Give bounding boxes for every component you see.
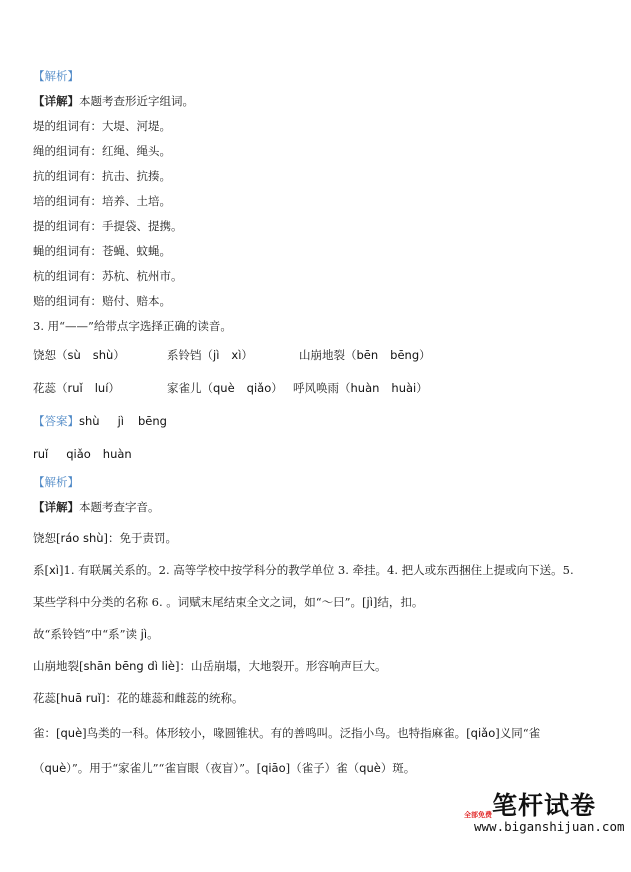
- text: ]义同“雀: [495, 726, 541, 740]
- pinyin-choice: [293, 380, 428, 396]
- close-paren: ）: [108, 381, 120, 395]
- choice-word: 山崩地裂（: [299, 348, 357, 362]
- answer-pinyin: shù: [79, 414, 100, 428]
- text: 系[: [33, 563, 49, 577]
- choice-word: 花蕊（: [33, 381, 68, 395]
- detail-tag: 【详解】: [33, 94, 79, 108]
- answer-pinyin: bēng: [137, 414, 167, 428]
- pinyin: huā ruǐ: [60, 691, 101, 705]
- text: ]：免于责罚。: [103, 531, 178, 545]
- logo-badge: 全部免费: [464, 811, 492, 819]
- word-group-item: 提的组词有：手提袋、提携。: [33, 219, 183, 233]
- analysis-tag: 【解析】: [33, 475, 79, 489]
- text: 雀：[: [33, 726, 61, 740]
- close-paren: ）: [271, 381, 283, 395]
- pinyin: shān bēng dì liè: [83, 659, 176, 673]
- pinyin-choice: [33, 347, 125, 363]
- explanation-huarui: [33, 690, 244, 706]
- text: ]1. 有联属关系的。2. 高等学校中按学科分的教学单位 3. 牵挂。4. 把人或东西捆住上提或向下送。5.: [59, 563, 574, 577]
- answer-line-1: [33, 413, 167, 429]
- choice-word: 系铃铛（: [167, 348, 213, 362]
- detail-line: [33, 499, 160, 515]
- pinyin-choice: [167, 380, 283, 396]
- pinyin: qiǎo: [470, 726, 496, 740]
- close-paren: ）: [416, 381, 428, 395]
- pinyin: jì: [140, 627, 148, 641]
- text: ）”。用于“家雀儿”“雀盲眼（夜盲）”。[: [66, 761, 262, 775]
- detail-text: 本题考查形近字组词。: [79, 94, 194, 108]
- pinyin: jì: [366, 595, 373, 609]
- text: 某些学科中分类的名称 6. 。词赋末尾结束全文之词，如“～曰”。[: [33, 595, 367, 609]
- pinyin-option: bēn: [356, 348, 379, 362]
- pinyin-option: huàn: [350, 381, 380, 395]
- answer-line-2: [33, 446, 132, 462]
- pinyin-option: shù: [92, 348, 114, 362]
- pinyin: xì: [49, 563, 60, 577]
- answer-pinyin: huàn: [102, 447, 132, 461]
- text: 饶恕[: [33, 531, 61, 545]
- close-paren: ）: [241, 348, 253, 362]
- text: ]：山岳崩塌，大地裂开。形容响声巨大。: [175, 659, 387, 673]
- text: ]：花的雄蕊和雌蕊的统称。: [101, 691, 244, 705]
- word-group-item: 培的组词有：培养、土培。: [33, 194, 171, 208]
- pinyin-option: luí: [94, 381, 109, 395]
- pinyin-choice: [299, 347, 431, 363]
- explanation-que-2: [33, 760, 415, 776]
- word-group-item: 赔的组词有：赔付、赔本。: [33, 294, 171, 308]
- logo-url: www.biganshijuan.com: [474, 819, 625, 834]
- text: ]鸟类的一科。体形较小，喙圆锥状。有的善鸣叫。泛指小鸟。也特指麻雀。[: [82, 726, 471, 740]
- pinyin-option: bēng: [390, 348, 420, 362]
- text: ]（雀子）雀（: [285, 761, 360, 775]
- text: 花蕊[: [33, 691, 61, 705]
- pinyin: ráo shù: [60, 531, 104, 545]
- detail-tag: 【详解】: [33, 500, 79, 514]
- explanation-xi-2: [33, 594, 423, 610]
- detail-text: 本题考查字音。: [79, 500, 160, 514]
- pinyin: què: [44, 761, 67, 775]
- text: ]结，扣。: [372, 595, 424, 609]
- question-prompt: 3. 用“——”给带点字选择正确的读音。: [33, 319, 232, 333]
- text: 。: [147, 627, 159, 641]
- pinyin: qiāo: [261, 761, 286, 775]
- pinyin: què: [359, 761, 381, 775]
- watermark-logo: [452, 786, 625, 846]
- pinyin-choice: [167, 347, 253, 363]
- pinyin-option: jì: [213, 348, 220, 362]
- explanation-que-1: [33, 725, 540, 741]
- choice-word: 饶恕（: [33, 348, 68, 362]
- text: （: [33, 761, 45, 775]
- word-group-item: 绳的组词有：红绳、绳头。: [33, 144, 171, 158]
- pinyin-choice: [33, 380, 120, 396]
- pinyin-option: huài: [391, 381, 417, 395]
- detail-line: [33, 93, 194, 109]
- analysis-tag: 【解析】: [33, 69, 79, 83]
- explanation-shanbeng: [33, 658, 387, 674]
- explanation-xi-1: [33, 562, 574, 578]
- pinyin-option: qiǎo: [246, 381, 272, 395]
- word-group-item: 堤的组词有：大堤、河堤。: [33, 119, 171, 133]
- word-group-item: 蝇的组词有：苍蝇、蚊蝇。: [33, 244, 171, 258]
- choice-word: 呼风唤雨（: [293, 381, 351, 395]
- pinyin-option: ruǐ: [67, 381, 83, 395]
- close-paren: ）: [113, 348, 125, 362]
- conclusion-line: [33, 626, 159, 642]
- answer-pinyin: jì: [117, 414, 124, 428]
- pinyin-option: xì: [231, 348, 242, 362]
- answer-pinyin: qiǎo: [66, 447, 91, 461]
- answer-tag: 【答案】: [33, 414, 79, 428]
- pinyin-option: què: [213, 381, 235, 395]
- answer-pinyin: ruǐ: [33, 447, 49, 461]
- text: 山崩地裂[: [33, 659, 84, 673]
- logo-title: 笔杆试卷: [492, 791, 597, 820]
- pinyin: què: [60, 726, 83, 740]
- text: ）斑。: [380, 761, 416, 775]
- word-group-item: 杭的组词有：苏杭、杭州市。: [33, 269, 183, 283]
- word-group-item: 抗的组词有：抗击、抗揍。: [33, 169, 171, 183]
- close-paren: ）: [419, 348, 431, 362]
- choice-word: 家雀儿（: [167, 381, 213, 395]
- text: 故“系铃铛”中“系”读: [33, 627, 141, 641]
- explanation-raoshu: [33, 530, 177, 546]
- pinyin-option: sù: [67, 348, 81, 362]
